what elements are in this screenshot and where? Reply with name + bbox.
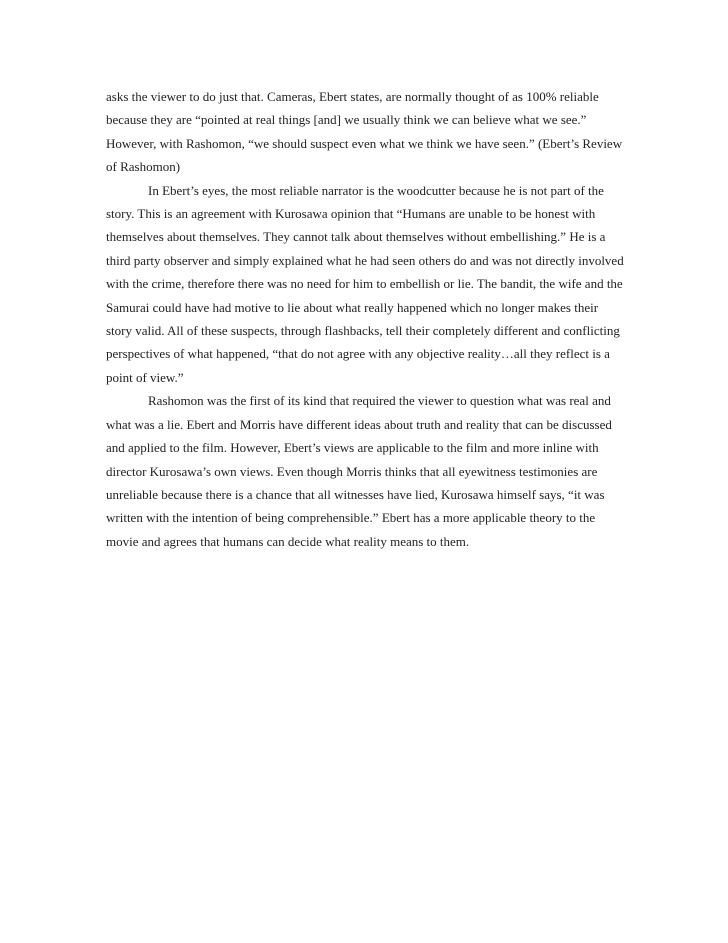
document-body: [106, 85, 626, 553]
paragraph-conclusion: Rashomon was the first of its kind that required the viewer to question what was real and what was a lie. Ebert and Morris have different ideas about truth and reality that can be discussed and applied to the film. However, Ebert’s views are applicable to the film and more inline with director Kurosawa’s own views. Even though Morris thinks that all eyewitness testimonies are unreliable because there is a chance that all witnesses have lied, Kurosawa himself says, “it was written with the intention of being comprehensible.” Ebert has a more applicable theory to the movie and agrees that humans can decide what reality means to them.: [106, 393, 612, 549]
paragraph-continuation: asks the viewer to do just that. Cameras, Ebert states, are normally thought of as 100% reliable because they are “pointed at real things [and] we usually think we can believe what we see.” However, with Rashomon, “we should suspect even what we think we have seen.” (Ebert’s Review of Rashomon): [106, 89, 623, 175]
paragraph-reliable-narrator: In Ebert’s eyes, the most reliable narrator is the woodcutter because he is not part of the story. This is an agreement with Kurosawa opinion that “Humans are unable to be honest with themselves about themselves. They cannot talk about themselves without embellishing.” He is a third party observer and simply explained what he had seen others do and was not directly involved with the crime, therefore there was no need for him to embellish or lie. The bandit, the wife and the Samurai could have had motive to lie about what really happened which no longer makes their story valid. All of these suspects, through flashbacks, tell their completely different and conflicting perspectives of what happened, “that do not agree with any objective reality…all they reflect is a point of view.”: [106, 182, 624, 385]
